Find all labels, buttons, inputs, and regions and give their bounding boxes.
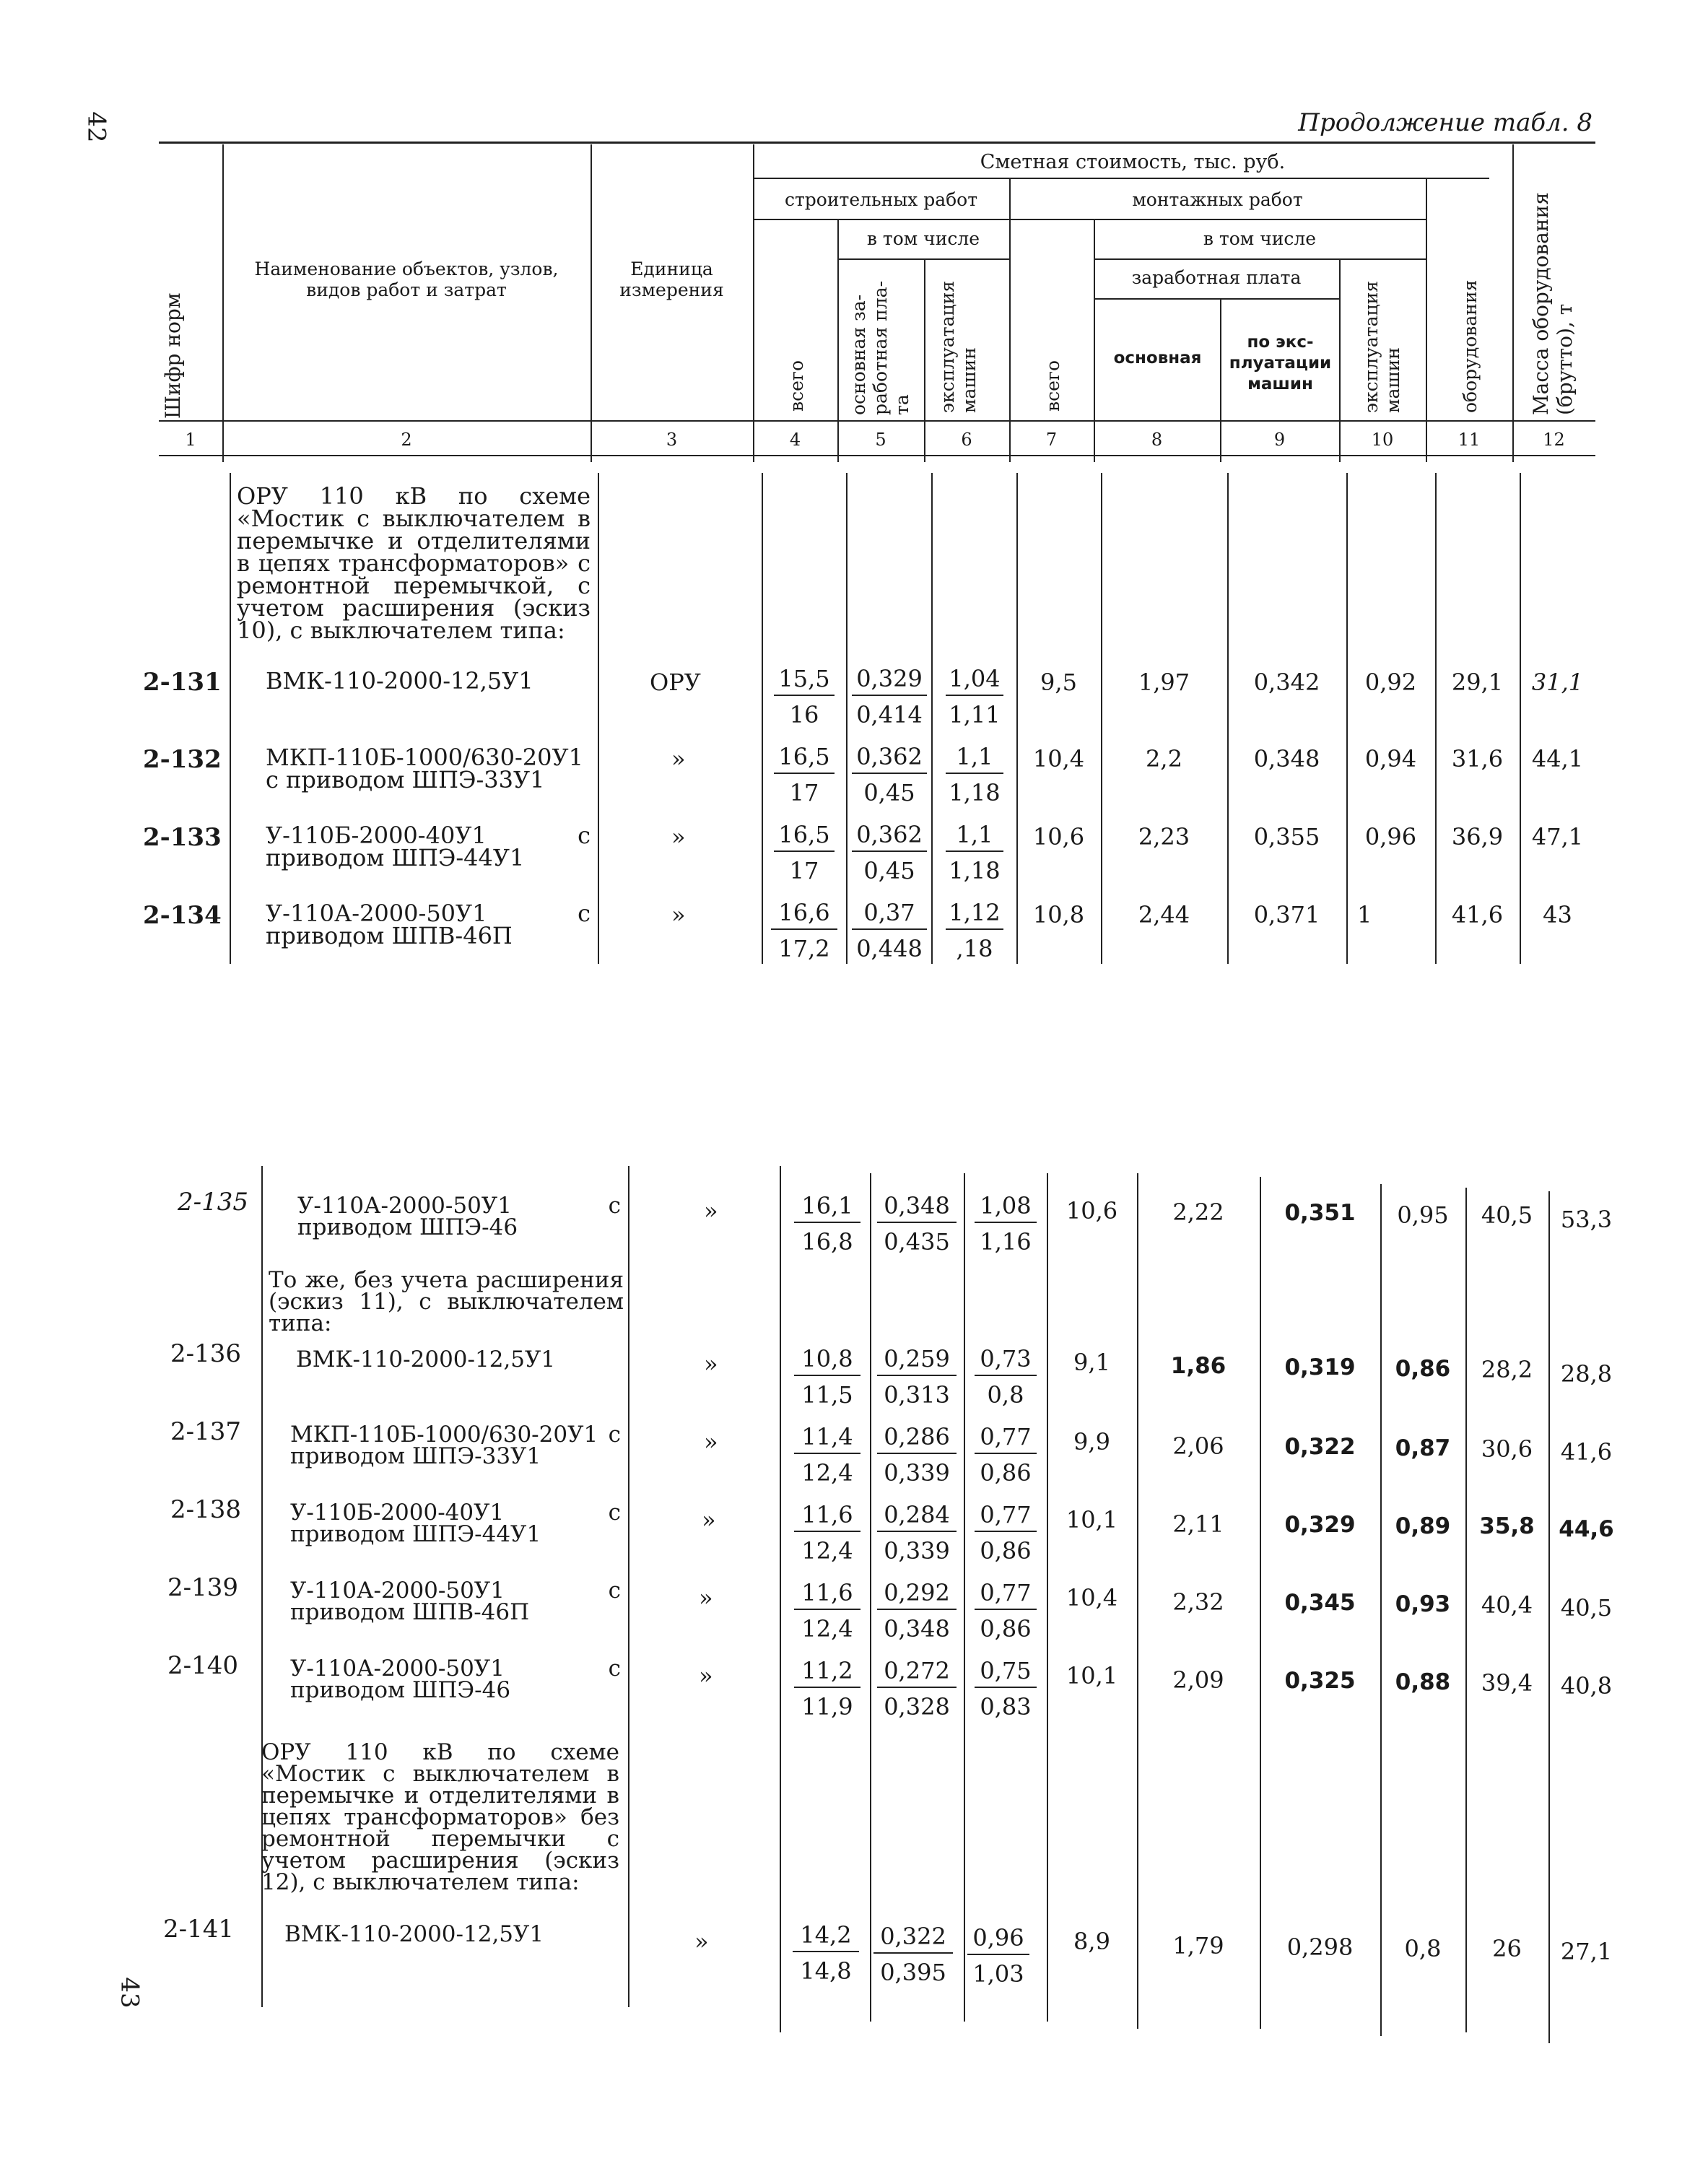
row-unit: » xyxy=(699,1584,713,1611)
row-c10: 0,89 xyxy=(1395,1513,1451,1539)
row-c7: 9,5 xyxy=(1040,669,1077,696)
row-c8: 2,11 xyxy=(1172,1510,1224,1538)
row-c5: $\frac{0,348}{0,435}$ xyxy=(877,1191,957,1256)
row-c9: 0,371 xyxy=(1253,901,1320,928)
row-c8: 2,23 xyxy=(1138,823,1190,850)
row-c10: 0,92 xyxy=(1364,669,1417,696)
row-c7: 10,8 xyxy=(1032,901,1085,928)
row-c9: 0,329 xyxy=(1284,1512,1356,1538)
row-name: У-110А-2000-50У1 с приводом ШПВ-46П xyxy=(290,1578,621,1625)
row-c6: $\frac{0,77}{0,86}$ xyxy=(975,1422,1037,1487)
header-group-mount: монтажных работ xyxy=(1132,189,1303,210)
row-name: МКП-110Б-1000/630-20У1 с приводом ШПЭ-33У1 xyxy=(290,1422,621,1469)
row-code: 2-140 xyxy=(167,1651,239,1680)
header-group-cost: Сметная стоимость, тыс. руб. xyxy=(980,151,1286,173)
row-c10: 0,8 xyxy=(1404,1935,1442,1962)
row-code: 2-132 xyxy=(143,745,222,774)
row-code: 2-133 xyxy=(143,823,222,852)
row-code: 2-137 xyxy=(170,1417,242,1446)
row-unit: » xyxy=(671,823,686,850)
row-name: МКП-110Б-1000/630-20У1 с приводом ШПЭ-33У1 xyxy=(266,744,583,793)
row-c9: 0,342 xyxy=(1253,669,1320,696)
row-c9: 0,325 xyxy=(1284,1668,1356,1694)
row-c9: 0,351 xyxy=(1284,1200,1356,1226)
row-name: У-110А-2000-50У1 с приводом ШПЭ-46 xyxy=(297,1193,621,1240)
col-number: 12 xyxy=(1543,430,1565,450)
row-c6: $\frac{1,04}{1,11}$ xyxy=(946,664,1003,729)
row-c5: $\frac{0,284}{0,339}$ xyxy=(877,1500,957,1565)
col-number: 4 xyxy=(789,430,801,450)
row-c10: 0,96 xyxy=(1364,823,1417,850)
header-col10: эксплуатация машин xyxy=(1361,280,1403,413)
row-c7: 10,6 xyxy=(1032,823,1085,850)
row-c7: 8,9 xyxy=(1073,1928,1110,1955)
row-unit: » xyxy=(671,745,686,773)
col-number: 3 xyxy=(666,430,678,450)
row-name: У-110А-2000-50У1 с приводом ШПЭ-46 xyxy=(290,1656,621,1703)
row-c4: $\frac{11,6}{12,4}$ xyxy=(794,1500,860,1565)
row-c4: $\frac{16,6}{17,2}$ xyxy=(771,898,837,963)
row-c12: 53,3 xyxy=(1560,1206,1613,1233)
section-heading: ОРУ 110 кВ по схеме «Мостик с выключателем в перемычке и отделителями в цепях трансформаторов» с ремонтной перемычкой, с учетом расширения (эскиз 10), с выключателем типа: xyxy=(237,482,591,644)
row-code: 2-131 xyxy=(143,668,222,697)
row-c11: 26 xyxy=(1492,1935,1522,1962)
row-c11: 35,8 xyxy=(1479,1513,1535,1539)
row-c8: 1,79 xyxy=(1172,1932,1224,1959)
section-heading-2: ОРУ 110 кВ по схеме «Мостик с выключателем в перемычке и отделителями в цепях трансформаторов» без ремонтной перемычки с учетом расширения (эскиз 12), с выключателем типа: xyxy=(261,1739,619,1895)
row-c6: $\frac{1,12}{,18}$ xyxy=(946,898,1003,963)
row-c5: $\frac{0,362}{0,45}$ xyxy=(852,742,927,807)
header-col9: по экс- плуатации машин xyxy=(1229,333,1332,393)
row-c5: $\frac{0,322}{0,395}$ xyxy=(873,1922,953,1987)
header-col4: всего xyxy=(786,360,807,412)
row-code: 2-135 xyxy=(178,1188,249,1217)
row-c12: 40,8 xyxy=(1560,1672,1613,1700)
row-c11: 39,4 xyxy=(1481,1669,1533,1697)
page-number-top: 42 xyxy=(82,111,111,143)
row-c11: 41,6 xyxy=(1451,901,1504,928)
row-unit: » xyxy=(699,1662,713,1689)
page-number-bottom: 43 xyxy=(115,1977,144,2009)
row-c4: $\frac{16,5}{17}$ xyxy=(774,820,835,885)
row-name: У-110А-2000-50У1 с приводом ШПВ-46П xyxy=(266,900,591,949)
header-col8: основная xyxy=(1113,349,1202,367)
col-number: 7 xyxy=(1045,430,1058,450)
header-wage: заработная плата xyxy=(1131,267,1302,288)
row-c5: $\frac{0,37}{0,448}$ xyxy=(852,898,927,963)
row-c7: 10,6 xyxy=(1066,1197,1118,1224)
row-unit: » xyxy=(704,1428,718,1456)
row-c9: 0,348 xyxy=(1253,745,1320,773)
col-number: 8 xyxy=(1151,430,1163,450)
header-col12: Масса оборудования (брутто), т xyxy=(1529,192,1577,415)
row-c5: $\frac{0,272}{0,328}$ xyxy=(877,1656,957,1721)
row-c6: $\frac{0,77}{0,86}$ xyxy=(975,1578,1037,1643)
row-name: ВМК-110-2000-12,5У1 xyxy=(266,667,533,695)
col-number: 6 xyxy=(961,430,972,450)
row-c12: 40,5 xyxy=(1560,1594,1613,1622)
row-c10: 0,88 xyxy=(1395,1669,1451,1695)
row-c7: 10,1 xyxy=(1066,1662,1118,1689)
row-code: 2-134 xyxy=(143,901,222,930)
row-c6: $\frac{0,77}{0,86}$ xyxy=(975,1500,1037,1565)
row-unit: » xyxy=(671,901,686,928)
row-c8: 2,09 xyxy=(1172,1666,1224,1694)
row-unit: » xyxy=(702,1506,716,1533)
row-c12: 44,6 xyxy=(1559,1516,1614,1542)
header-col5: основная за- работная пла- та xyxy=(848,280,912,415)
row-c4: $\frac{15,5}{16}$ xyxy=(774,664,835,729)
row-c8: 1,97 xyxy=(1138,669,1190,696)
row-unit: ОРУ xyxy=(650,669,701,696)
header-col2: Наименование объектов, узлов, видов работ и затрат xyxy=(254,258,559,300)
row-c12: 31,1 xyxy=(1531,669,1584,696)
row-code: 2-136 xyxy=(170,1339,242,1368)
row-c11: 30,6 xyxy=(1481,1435,1533,1463)
table-caption: Продолжение табл. 8 xyxy=(1298,108,1592,137)
row-c12: 43 xyxy=(1543,901,1572,928)
row-c5: $\frac{0,259}{0,313}$ xyxy=(877,1344,957,1409)
row-c4: $\frac{11,4}{12,4}$ xyxy=(794,1422,860,1487)
col-number: 5 xyxy=(875,430,886,450)
row-c8: 2,2 xyxy=(1146,745,1182,773)
row-c4: $\frac{11,2}{11,9}$ xyxy=(794,1656,860,1721)
row-c8: 2,44 xyxy=(1138,901,1190,928)
col-number: 9 xyxy=(1273,430,1286,450)
col-number: 10 xyxy=(1371,430,1394,450)
row-name: У-110Б-2000-40У1 с приводом ШПЭ-44У1 xyxy=(290,1500,621,1547)
row-c9: 0,319 xyxy=(1284,1354,1356,1380)
row-c10: 1 xyxy=(1357,901,1372,928)
row-c7: 10,1 xyxy=(1066,1506,1118,1533)
row-c6: $\frac{1,1}{1,18}$ xyxy=(946,820,1003,885)
row-c8: 2,06 xyxy=(1172,1432,1224,1460)
row-c6: $\frac{1,08}{1,16}$ xyxy=(975,1191,1037,1256)
row-c7: 10,4 xyxy=(1032,745,1085,773)
row-name: У-110Б-2000-40У1 с приводом ШПЭ-44У1 xyxy=(266,822,591,871)
row-c4: $\frac{16,5}{17}$ xyxy=(774,742,835,807)
header-col6: эксплуатация машин xyxy=(937,280,980,413)
header-col1: Шифр норм xyxy=(161,292,185,419)
row-c6: $\frac{0,73}{0,8}$ xyxy=(975,1344,1037,1409)
header-group-build: строительных работ xyxy=(784,189,978,210)
row-c11: 29,1 xyxy=(1451,669,1504,696)
row-c9: 0,345 xyxy=(1284,1590,1356,1616)
row-c6: $\frac{0,75}{0,83}$ xyxy=(975,1656,1037,1721)
row-c8: 2,22 xyxy=(1172,1198,1224,1226)
row-code: 2-141 xyxy=(163,1915,235,1944)
row-c5: $\frac{0,329}{0,414}$ xyxy=(852,664,927,729)
row-c12: 28,8 xyxy=(1560,1360,1613,1388)
row-c12: 27,1 xyxy=(1560,1938,1613,1965)
col-number: 2 xyxy=(401,430,412,450)
row-c10: 0,86 xyxy=(1395,1356,1451,1382)
row-c4: $\frac{10,8}{11,5}$ xyxy=(794,1344,860,1409)
row-code: 2-138 xyxy=(170,1495,242,1524)
col-number: 1 xyxy=(185,430,196,450)
row-unit: » xyxy=(704,1197,718,1224)
col-number: 11 xyxy=(1458,430,1481,450)
row-c7: 9,1 xyxy=(1073,1349,1110,1376)
row-c5: $\frac{0,286}{0,339}$ xyxy=(877,1422,957,1487)
row-c10: 0,95 xyxy=(1397,1201,1449,1229)
row-c5: $\frac{0,362}{0,45}$ xyxy=(852,820,927,885)
header-col11: оборудования xyxy=(1460,279,1481,413)
row-name: ВМК-110-2000-12,5У1 xyxy=(284,1921,544,1947)
header-col3: Единица измерения xyxy=(619,258,724,300)
row-code: 2-139 xyxy=(167,1573,239,1602)
row-name: ВМК-110-2000-12,5У1 xyxy=(296,1346,556,1372)
row-c4: $\frac{11,6}{12,4}$ xyxy=(794,1578,860,1643)
row-c11: 28,2 xyxy=(1481,1356,1533,1383)
row-c4: $\frac{14,2}{14,8}$ xyxy=(793,1920,859,1985)
row-c11: 40,5 xyxy=(1481,1201,1533,1229)
row-c5: $\frac{0,292}{0,348}$ xyxy=(877,1578,957,1643)
row-c7: 9,9 xyxy=(1073,1428,1110,1456)
row-c12: 41,6 xyxy=(1560,1438,1613,1466)
row-c10: 0,87 xyxy=(1395,1435,1451,1461)
row-c8: 1,86 xyxy=(1170,1353,1226,1379)
row-c11: 40,4 xyxy=(1481,1591,1533,1619)
section-subheading: То же, без учета расширения (эскиз 11), с выключателем типа: xyxy=(269,1267,624,1336)
row-c8: 2,32 xyxy=(1172,1588,1224,1616)
header-incl-mount: в том числе xyxy=(1203,228,1317,249)
header-incl-build: в том числе xyxy=(866,228,980,249)
row-c10: 0,93 xyxy=(1395,1591,1451,1617)
header-col7: всего xyxy=(1042,360,1063,412)
row-c9: 0,298 xyxy=(1286,1933,1354,1961)
row-c12: 44,1 xyxy=(1531,745,1584,773)
row-c6: $\frac{1,1}{1,18}$ xyxy=(946,742,1003,807)
header-top-rule xyxy=(159,142,1595,144)
row-c11: 31,6 xyxy=(1451,745,1504,773)
row-c11: 36,9 xyxy=(1451,823,1504,850)
row-c12: 47,1 xyxy=(1531,823,1584,850)
row-c10: 0,94 xyxy=(1364,745,1417,773)
row-unit: » xyxy=(694,1928,709,1955)
row-c7: 10,4 xyxy=(1066,1584,1118,1611)
row-c4: $\frac{16,1}{16,8}$ xyxy=(794,1191,860,1256)
row-c9: 0,355 xyxy=(1253,823,1320,850)
row-unit: » xyxy=(704,1350,718,1378)
row-c9: 0,322 xyxy=(1284,1434,1356,1460)
row-c6: $\frac{0,96}{1,03}$ xyxy=(967,1923,1029,1988)
